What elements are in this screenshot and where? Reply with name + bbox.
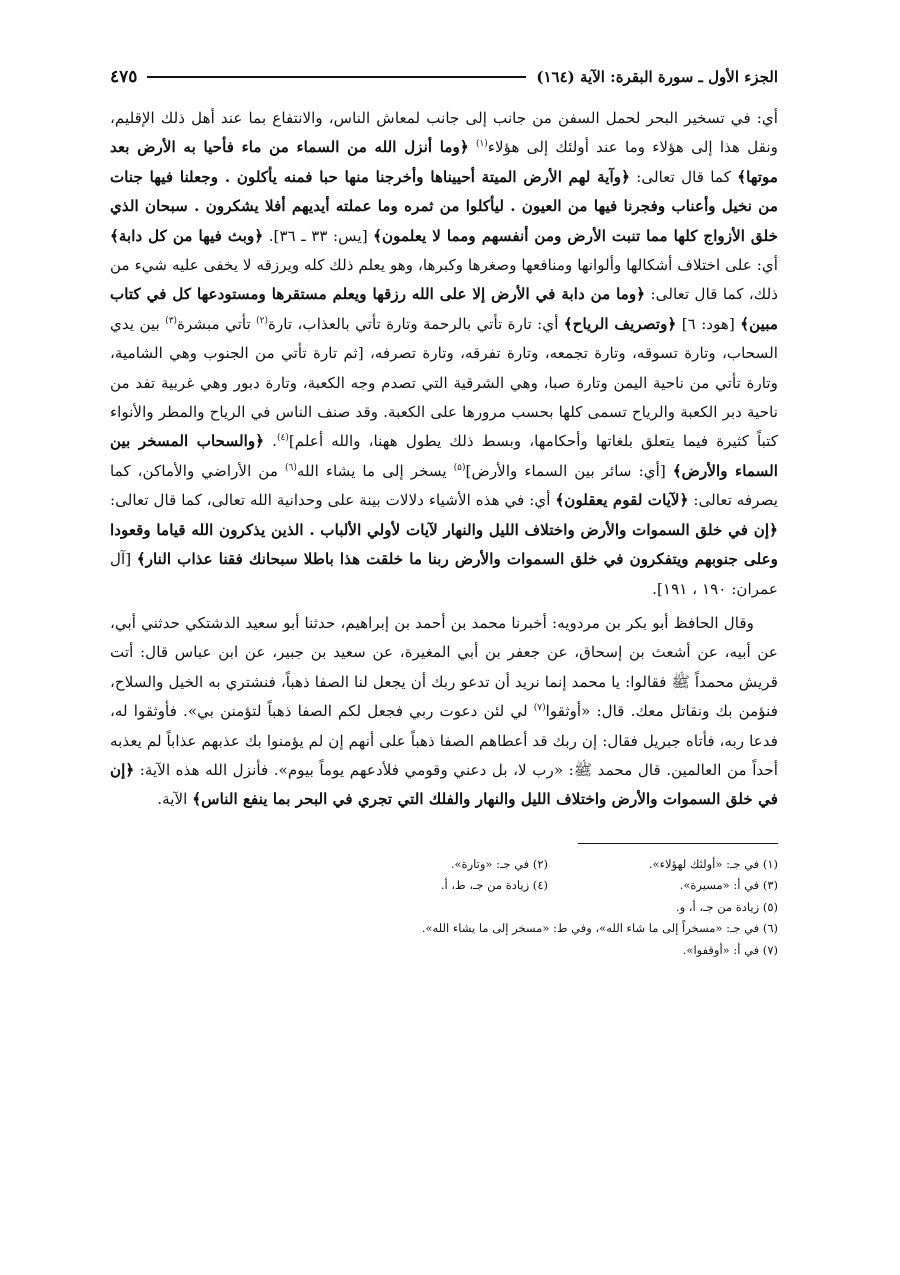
quran-verse: ﴿والسحاب المسخر بين السماء والأرض﴾	[110, 432, 778, 480]
text-run: الآية.	[157, 790, 193, 809]
main-text	[110, 104, 778, 815]
text-run: [يس: ٣٣ ـ ٣٦].	[263, 226, 374, 245]
quran-verse: ﴿وبث فيها من كل دابة﴾	[110, 226, 264, 245]
footnote: (٣) في أ: «مسيرة».	[679, 878, 778, 893]
header-title: الجزء الأول ـ سورة البقرة: الآية (١٦٤)	[536, 68, 778, 86]
quran-verse: ﴿وآية لهم الأرض الميتة أحييناها وأخرجنا منها حبا فمنه يأكلون . وجعلنا فيها جنات من نخيل وأعناب وفجرنا فيها من العيون . ليأكلوا من ثمره وما عملته أيديهم أفلا يشكرون . سبحان الذي خلق الأزواج كلها مما تنبت الأرض ومن أنفسهم ومما لا يعلمون﴾	[110, 167, 778, 245]
footnote-divider	[578, 843, 778, 844]
footnote: (٤) زيادة من جـ، ط، أ.	[440, 878, 548, 893]
document-page	[110, 62, 778, 961]
footnote-row	[110, 854, 778, 876]
footnotes	[110, 854, 778, 962]
text-run: يسخر إلى ما يشاء الله	[296, 461, 454, 480]
text-run: .	[264, 432, 277, 451]
quran-verse: ﴿وتصريف الرياح﴾	[563, 314, 677, 333]
quran-verse: ﴿لآيات لقوم يعقلون﴾	[555, 491, 689, 510]
footnote: (٧) في أ: «أوقفوا».	[682, 942, 778, 957]
quran-verse: ﴿إن في خلق السموات والأرض واختلاف الليل والنهار والفلك التي تجري في البحر بما ينفع الناس﴾	[110, 760, 778, 809]
text-run: [آل عمران: ١٩٠ ، ١٩١].	[110, 550, 778, 598]
quran-verse: ﴿إن في خلق السموات والأرض واختلاف الليل والنهار لآيات لأولي الألباب . الذين يذكرون الله قياما وقعودا وعلى جنوبهم ويتفكرون في خلق السموات والأرض ربنا ما خلقت هذا باطلا سبحانك فقنا عذاب النار﴾	[110, 520, 779, 569]
footnote-marker: (١)	[475, 139, 488, 150]
text-run: أي: تارة تأتي بالرحمة وتارة تأتي بالعذاب، تارة	[268, 314, 564, 333]
quran-verse: ﴿وما من دابة في الأرض إلا على الله رزقها ويعلم مستقرها ومستودعها كل في كتاب مبين﴾	[110, 285, 778, 333]
text-run: أي: على اختلاف أشكالها وألوانها ومنافعها وصغرها وكبرها، وهو يعلم ذلك كله ويرزقه لا يخفى عليه شيء من ذلك، كما قال تعالى:	[110, 256, 778, 304]
footnote: (٢) في جـ: «وتارة».	[450, 856, 548, 871]
footnote-marker: (٤)	[276, 433, 289, 444]
footnote-marker: (٣)	[165, 315, 178, 326]
paragraph	[110, 609, 778, 815]
header-rule	[147, 76, 526, 78]
text-run: بين يدي السحاب، وتارة تسوقه، وتارة تجمعه، وتارة تفرقه، وتارة تصرفه، [ثم تارة تأتي من الجنوب وهي الشامية، وتارة تأتي من ناحية اليمن وتارة صبا، وهي الشرقية التي تصدم وجه الكعبة، وتارة دبور وهي غربية تفد من ناحية دبر الكعبة والرياح تسمى كلها بحسب مرورها على الكعبة. وقد صنف الناس في الرياح والمطر والأنواء كتباً كثيرة فيما يتعلق بلغاتها وأحكامها، وبسط ذلك يطول ههنا، والله أعلم]	[110, 314, 778, 451]
text-run: لي لئن دعوت ربي فجعل لكم الصفا ذهباً لتؤمنن بي». فأوثقوا له، فدعا ربه، فأتاه جبريل فقال: إن ربك قد أعطاهم الصفا ذهباً على أنهم إن لم يؤمنوا بك عذبهم عذاباً لم يعذبه أحداً من العالمين. قال محمد ﷺ: «رب لا، بل دعني وقومي فلأدعهم يوماً بيوم». فأنزل الله هذه الآية:	[110, 702, 778, 779]
footnote: (٦) في جـ: «مسخراً إلى ما شاء الله»، وفي ط: «مسخر إلى ما يشاء الله».	[421, 921, 778, 936]
text-run: أي: في هذه الأشياء دلالات بينة على وحدانية الله تعالى، كما قال تعالى:	[110, 491, 556, 510]
footnote-row	[110, 897, 778, 919]
page-number: ٤٧٥	[110, 67, 138, 87]
footnote-row	[110, 875, 778, 897]
text-run: كما قال تعالى:	[629, 167, 738, 186]
paragraph	[110, 104, 778, 604]
footnote-row	[110, 918, 778, 940]
text-run: أي: في تسخير البحر لحمل السفن من جانب إلى جانب لمعاش الناس، والانتفاع بما عند أهل ذلك الإقليم، ونقل هذا إلى هؤلاء وما عند أولئك إلى هؤلاء	[110, 109, 778, 157]
footnote: (٥) زيادة من جـ، أ، و.	[675, 899, 778, 914]
footnote-marker: (٦)	[285, 462, 297, 473]
footnote-marker: (٧)	[533, 703, 546, 714]
text-run: وقال الحافظ أبو بكر بن مردويه: أخبرنا محمد بن أحمد بن إبراهيم، حدثنا أبو سعيد الدشتكي حدثني أبي، عن أبيه، عن أشعث بن إسحاق، عن جعفر بن أبي المغيرة، عن سعيد بن جبير، عن ابن عباس قال: أتت قريش محمداً ﷺ فقالوا: يا محمد إنما نريد أن تدعو ربك أن يجعل لنا الصفا ذهباً، فنشتري به الخيل والسلاح، فنؤمن بك ونقاتل معك. قال: «أوثقوا	[110, 613, 778, 721]
text-run	[469, 138, 476, 156]
footnote-marker: (٢)	[256, 315, 269, 326]
footnote-marker: (٥)	[453, 462, 466, 473]
quran-verse: ﴿وما أنزل الله من السماء من ماء فأحيا به الأرض بعد موتها﴾	[110, 138, 778, 186]
footnote: (١) في جـ: «أولئك لهؤلاء».	[648, 856, 778, 871]
footnote-row	[110, 940, 778, 962]
text-run: تأتي مبشرة	[177, 314, 257, 333]
text-run: من الأراضي والأماكن، كما يصرفه تعالى:	[110, 461, 778, 510]
running-header	[110, 62, 778, 92]
text-run: [أي: سائر بين السماء والأرض]	[465, 461, 673, 480]
text-run: [هود: ٦]	[676, 314, 741, 333]
